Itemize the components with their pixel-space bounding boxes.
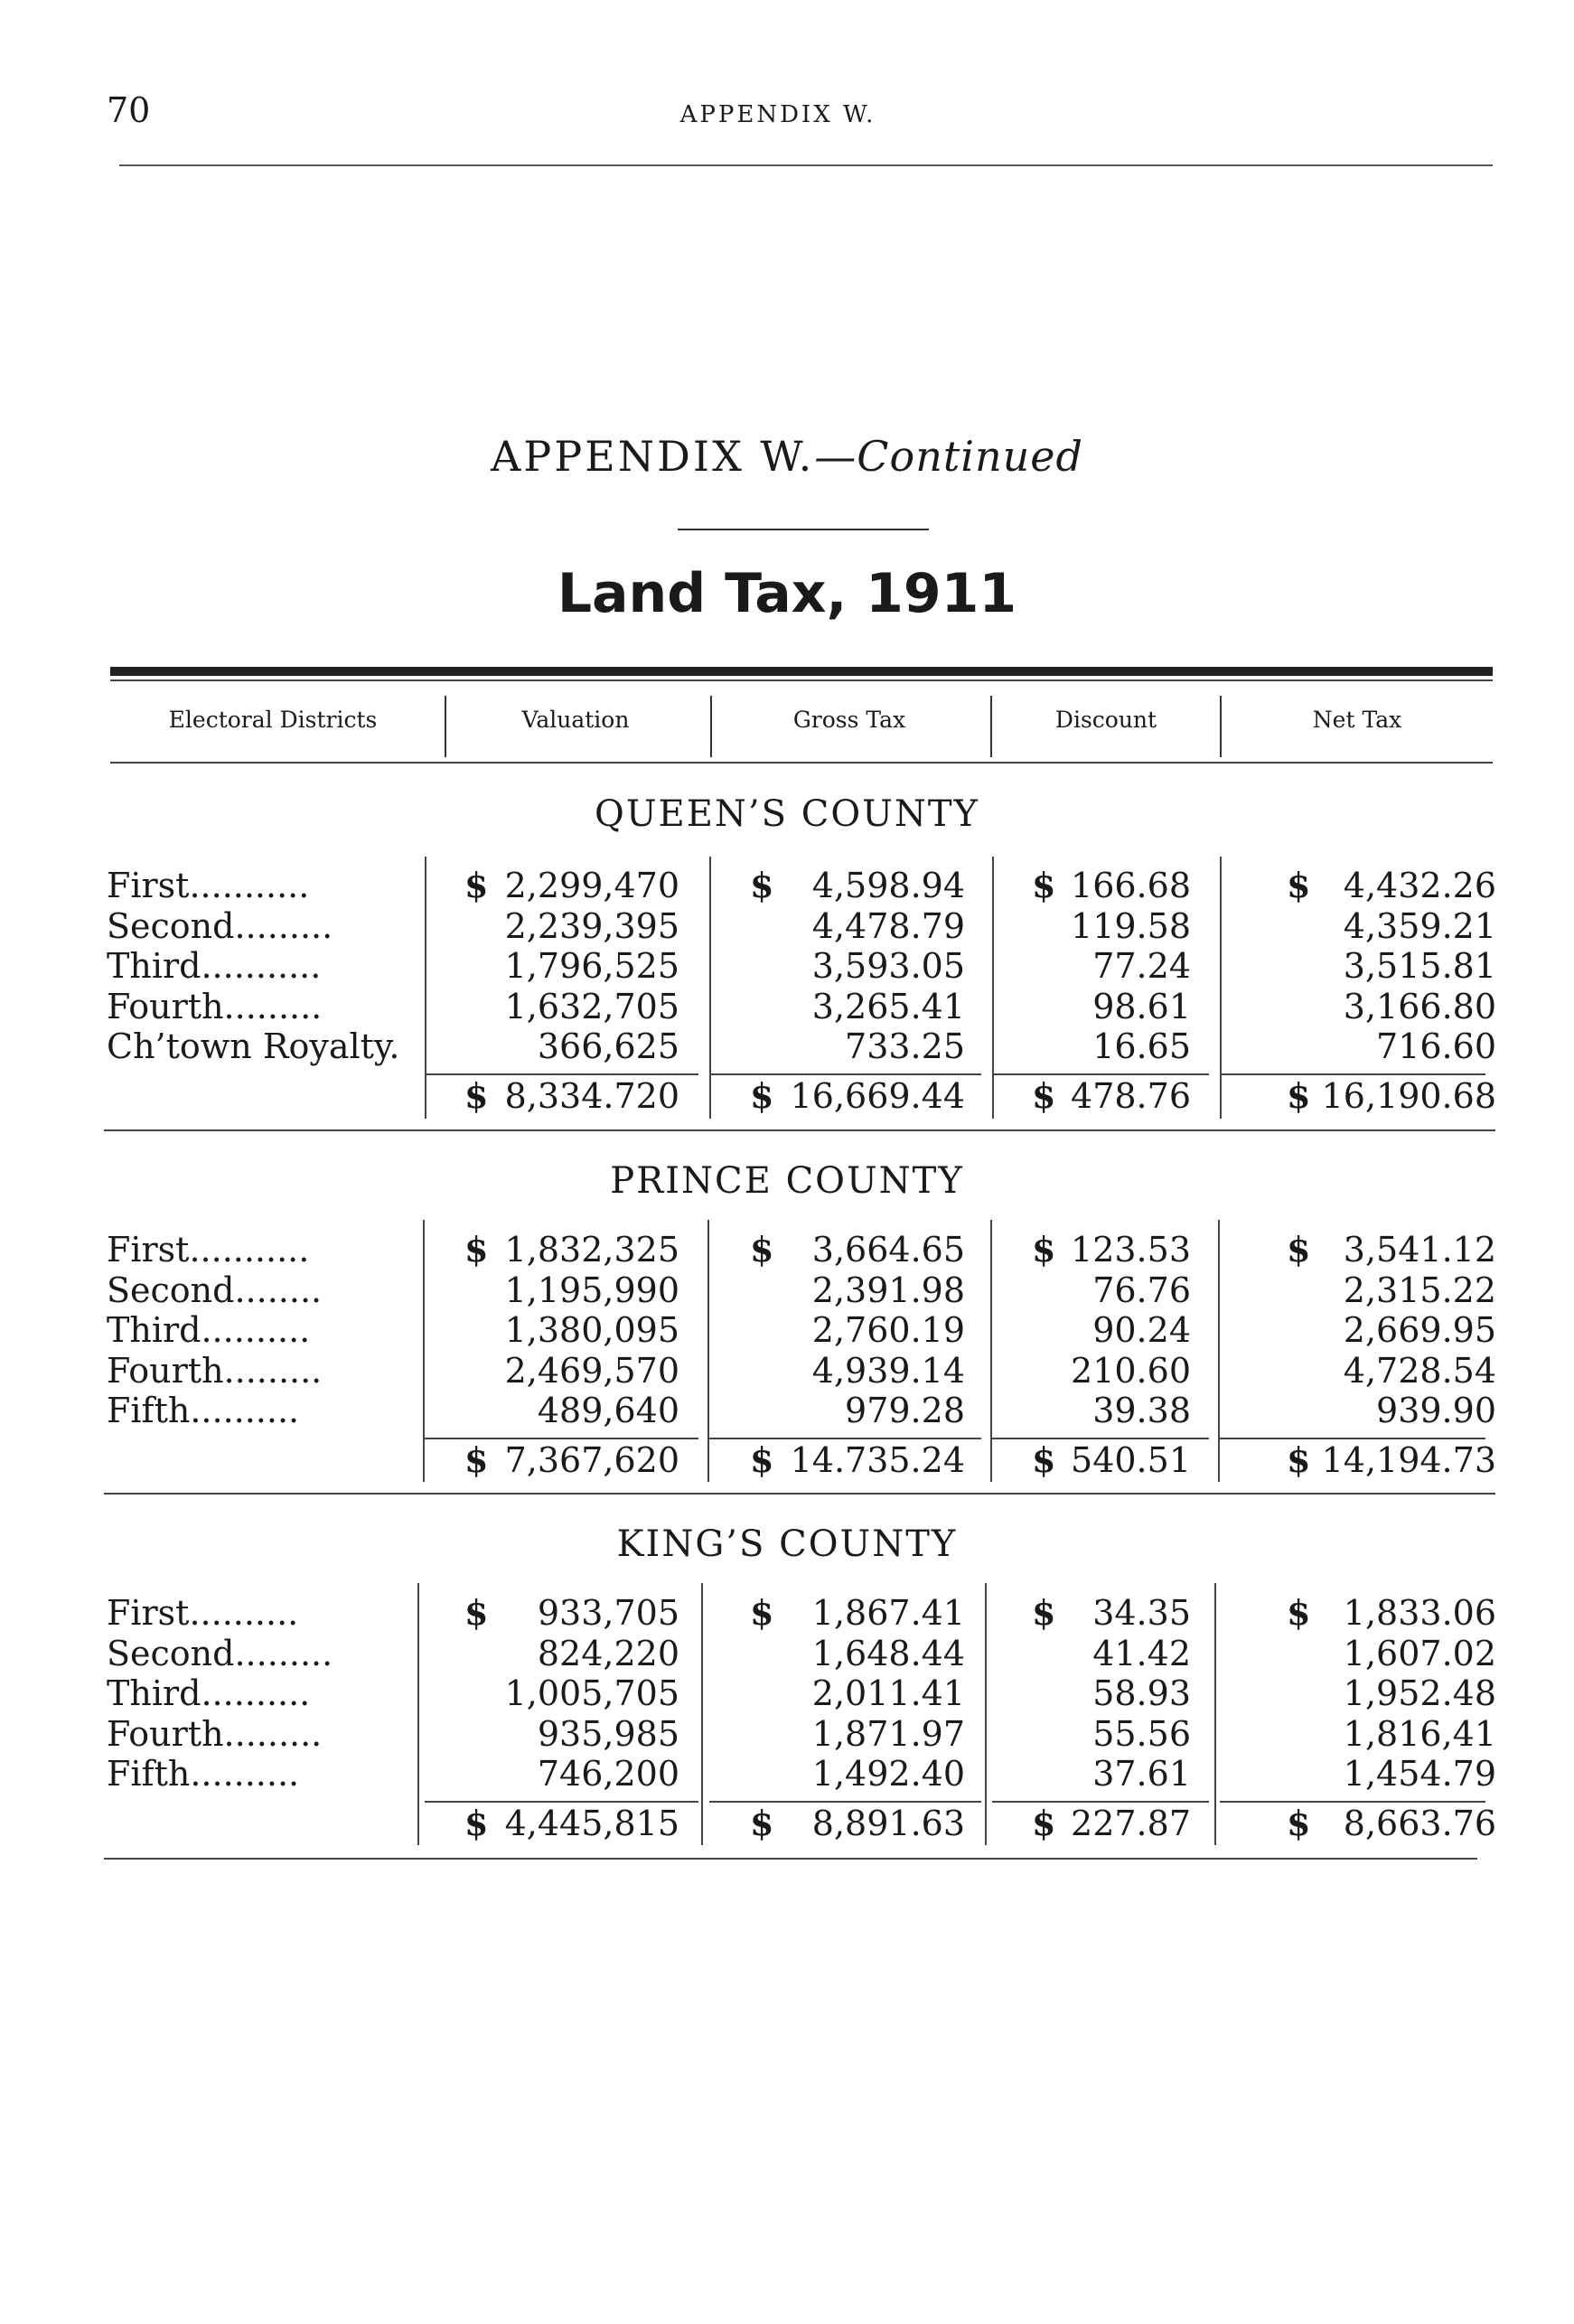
header-separator [710, 696, 712, 757]
cell-gross-tax: 2,391.98 [811, 1270, 965, 1310]
cell-valuation: 1,832,325 [504, 1230, 679, 1270]
cell-valuation: 1,195,990 [504, 1270, 679, 1310]
dollar-sign: $ [750, 1439, 774, 1480]
cell-valuation: 1,796,525 [504, 946, 679, 986]
total-net-tax: 8,663.76 [1343, 1804, 1496, 1843]
county-title: QUEEN’S COUNTY [595, 793, 979, 835]
column-header-net-tax: Net Tax [1312, 707, 1402, 733]
column-separator [707, 1220, 709, 1482]
cell-net-tax: 3,541.12 [1343, 1230, 1496, 1270]
cell-net-tax: 1,833.06 [1343, 1593, 1496, 1633]
header-separator [990, 696, 992, 757]
dollar-sign: $ [1287, 1803, 1311, 1843]
cell-discount: 210.60 [1071, 1350, 1191, 1391]
dollar-sign: $ [750, 1592, 774, 1633]
dollar-sign: $ [464, 865, 489, 905]
county-title: KING’S COUNTY [616, 1523, 958, 1565]
section-bottom-rule [104, 1858, 1477, 1860]
table-top-rule [110, 667, 1493, 676]
dollar-sign: $ [1032, 1803, 1056, 1843]
total-gross-tax: 16,669.44 [790, 1076, 965, 1116]
district-name: Third.......... [107, 1310, 311, 1350]
header-bottom-rule [110, 762, 1493, 764]
cell-net-tax: 1,454.79 [1343, 1754, 1496, 1794]
cell-valuation: 2,239,395 [504, 905, 679, 946]
total-valuation: 7,367,620 [504, 1440, 679, 1480]
cell-gross-tax: 2,011.41 [811, 1673, 965, 1713]
cell-gross-tax: 3,593.05 [811, 946, 965, 986]
cell-gross-tax: 4,598.94 [811, 866, 965, 905]
dollar-sign: $ [750, 1075, 774, 1116]
column-separator [701, 1583, 703, 1845]
title-rule [678, 529, 929, 530]
cell-gross-tax: 1,648.44 [811, 1633, 965, 1673]
district-name: Second........ [107, 1270, 323, 1310]
cell-gross-tax: 979.28 [845, 1391, 965, 1430]
dollar-sign: $ [1287, 1229, 1311, 1270]
cell-net-tax: 4,728.54 [1343, 1350, 1496, 1391]
cell-discount: 119.58 [1071, 905, 1191, 946]
district-name: Third........... [107, 946, 322, 986]
cell-net-tax: 4,359.21 [1343, 905, 1496, 946]
county-title: PRINCE COUNTY [610, 1160, 964, 1202]
cell-net-tax: 939.90 [1376, 1391, 1496, 1430]
cell-discount: 90.24 [1092, 1310, 1191, 1350]
cell-valuation: 1,005,705 [504, 1673, 679, 1713]
cell-gross-tax: 733.25 [845, 1026, 965, 1066]
header-rule [119, 164, 1493, 166]
dollar-sign: $ [464, 1439, 489, 1480]
table-title: Land Tax, 1911 [557, 562, 1017, 625]
cell-gross-tax: 2,760.19 [811, 1310, 965, 1350]
running-head-text: APPENDIX W. [679, 101, 876, 128]
cell-valuation: 935,985 [537, 1713, 679, 1754]
district-name: Ch’town Royalty. [107, 1026, 400, 1066]
cell-valuation: 933,705 [537, 1593, 679, 1633]
cell-net-tax: 716.60 [1376, 1026, 1496, 1066]
total-net-tax: 16,190.68 [1321, 1076, 1496, 1116]
cell-valuation: 746,200 [537, 1754, 679, 1794]
column-separator [1218, 1220, 1220, 1482]
dollar-sign: $ [1287, 1075, 1311, 1116]
column-header-gross-tax: Gross Tax [792, 707, 906, 733]
cell-valuation: 2,299,470 [504, 866, 679, 905]
cell-discount: 55.56 [1092, 1713, 1191, 1754]
cell-discount: 58.93 [1092, 1673, 1191, 1713]
cell-gross-tax: 1,492.40 [811, 1754, 965, 1794]
district-name: Second......... [107, 1633, 333, 1673]
cell-net-tax: 4,432.26 [1343, 866, 1496, 905]
dollar-sign: $ [750, 1229, 774, 1270]
total-discount: 227.87 [1071, 1804, 1191, 1843]
total-valuation: 8,334.720 [504, 1076, 679, 1116]
cell-valuation: 824,220 [537, 1633, 679, 1673]
total-gross-tax: 8,891.63 [811, 1804, 965, 1843]
appendix-title [0, 432, 1574, 481]
cell-discount: 123.53 [1071, 1230, 1191, 1270]
column-separator [425, 857, 426, 1119]
dollar-sign: $ [1287, 865, 1311, 905]
section-bottom-rule [104, 1493, 1495, 1495]
cell-discount: 166.68 [1071, 866, 1191, 905]
total-gross-tax: 14.735.24 [790, 1440, 965, 1480]
dollar-sign: $ [464, 1592, 489, 1633]
column-separator [1220, 857, 1222, 1119]
district-name: Fifth.......... [107, 1754, 300, 1794]
cell-valuation: 1,632,705 [504, 986, 679, 1026]
cell-gross-tax: 1,871.97 [811, 1713, 965, 1754]
total-net-tax: 14,194.73 [1321, 1440, 1496, 1480]
cell-valuation: 2,469,570 [504, 1350, 679, 1391]
cell-gross-tax: 1,867.41 [811, 1593, 965, 1633]
table-top-rule-thin [110, 679, 1493, 681]
district-name: First........... [107, 1230, 310, 1270]
cell-discount: 77.24 [1092, 946, 1191, 986]
cell-discount: 98.61 [1092, 986, 1191, 1026]
cell-valuation: 366,625 [537, 1026, 679, 1066]
total-discount: 478.76 [1071, 1076, 1191, 1116]
dollar-sign: $ [1032, 865, 1056, 905]
cell-gross-tax: 4,478.79 [811, 905, 965, 946]
cell-gross-tax: 3,265.41 [811, 986, 965, 1026]
cell-net-tax: 2,669.95 [1343, 1310, 1496, 1350]
dollar-sign: $ [1287, 1592, 1311, 1633]
dollar-sign: $ [1032, 1592, 1056, 1633]
dollar-sign: $ [750, 865, 774, 905]
dollar-sign: $ [1287, 1439, 1311, 1480]
cell-valuation: 1,380,095 [504, 1310, 679, 1350]
appendix-label: APPENDIX W. [491, 432, 815, 481]
dollar-sign: $ [750, 1803, 774, 1843]
cell-discount: 37.61 [1092, 1754, 1191, 1794]
cell-net-tax: 2,315.22 [1343, 1270, 1496, 1310]
district-name: Third.......... [107, 1673, 311, 1713]
column-header-valuation: Valuation [521, 707, 630, 733]
cell-net-tax: 3,166.80 [1343, 986, 1496, 1026]
district-name: Second......... [107, 905, 333, 946]
district-name: Fourth......... [107, 1350, 323, 1391]
column-separator [1214, 1583, 1216, 1845]
cell-discount: 16.65 [1092, 1026, 1191, 1066]
dollar-sign: $ [464, 1803, 489, 1843]
dollar-sign: $ [464, 1229, 489, 1270]
column-separator [709, 857, 711, 1119]
header-separator [445, 696, 446, 757]
total-valuation: 4,445,815 [504, 1804, 679, 1843]
cell-gross-tax: 4,939.14 [811, 1350, 965, 1391]
dollar-sign: $ [1032, 1439, 1056, 1480]
dollar-sign: $ [1032, 1229, 1056, 1270]
cell-net-tax: 1,952.48 [1343, 1673, 1496, 1713]
running-head [0, 101, 1574, 128]
dollar-sign: $ [464, 1075, 489, 1116]
column-separator [423, 1220, 425, 1482]
cell-discount: 41.42 [1092, 1633, 1191, 1673]
dollar-sign: $ [1032, 1075, 1056, 1116]
column-header-discount: Discount [1054, 707, 1157, 733]
cell-discount: 76.76 [1092, 1270, 1191, 1310]
column-header-districts: Electoral Districts [168, 707, 378, 733]
district-name: Fourth......... [107, 1713, 323, 1754]
district-name: Fifth.......... [107, 1391, 300, 1430]
header-separator [1220, 696, 1222, 757]
total-discount: 540.51 [1071, 1440, 1191, 1480]
cell-net-tax: 1,816,41 [1343, 1713, 1496, 1754]
cell-gross-tax: 3,664.65 [811, 1230, 965, 1270]
cell-net-tax: 1,607.02 [1343, 1633, 1496, 1673]
district-name: First........... [107, 866, 310, 905]
cell-net-tax: 3,515.81 [1343, 946, 1496, 986]
cell-discount: 39.38 [1092, 1391, 1191, 1430]
cell-valuation: 489,640 [537, 1391, 679, 1430]
page-number: 70 [107, 90, 151, 130]
district-name: First.......... [107, 1593, 299, 1633]
section-bottom-rule [104, 1129, 1495, 1131]
district-name: Fourth......... [107, 986, 323, 1026]
continued-label: —Continued [814, 432, 1083, 481]
cell-discount: 34.35 [1092, 1593, 1191, 1633]
